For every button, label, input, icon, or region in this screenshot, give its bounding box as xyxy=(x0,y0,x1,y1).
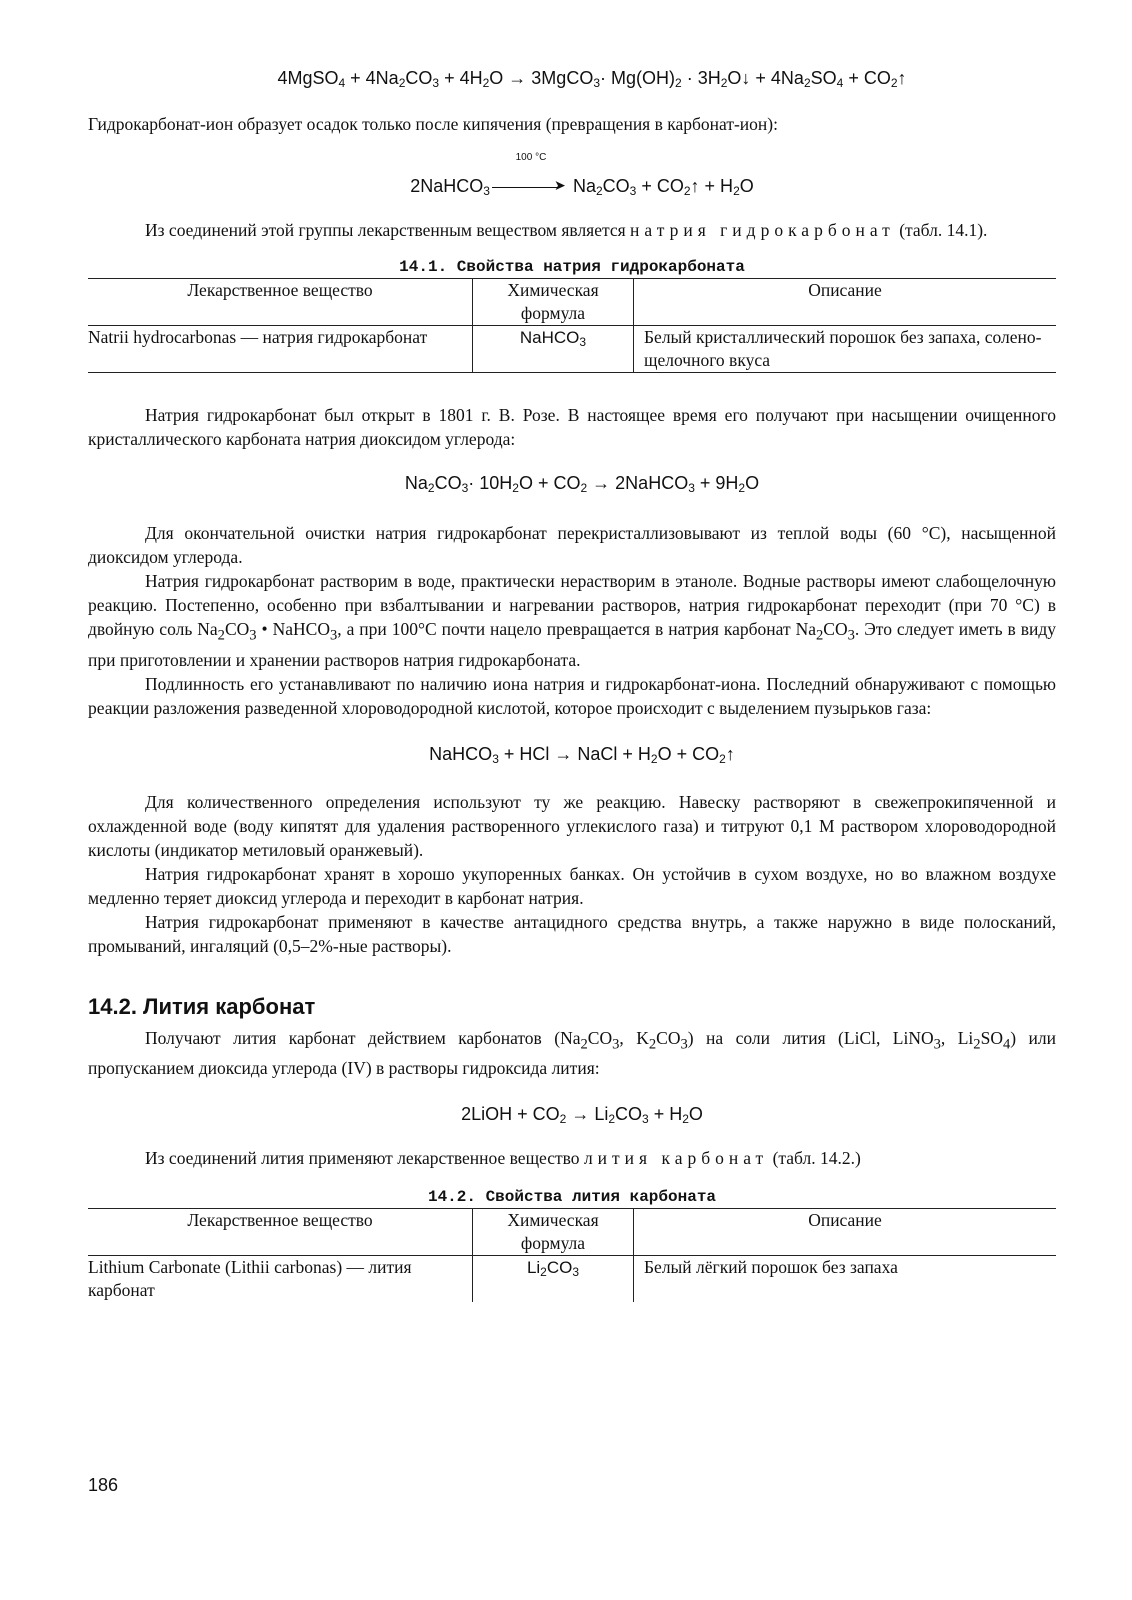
cell-substance: Lithium Carbonate (Lithii carbonas) — лития карбонат xyxy=(88,1256,473,1303)
paragraph-lithium-drug xyxy=(88,1146,1056,1170)
text-run: CO xyxy=(224,619,250,640)
table-header-row xyxy=(88,1209,1056,1256)
formula-sub: 3 xyxy=(572,1265,580,1280)
eq-part: 2LiOH + CO xyxy=(461,1104,560,1125)
arrow-head-icon: ➤ xyxy=(553,177,566,194)
eq-sub: 3 xyxy=(483,184,490,198)
text-run: Из соединений лития применяют лекарственное вещество xyxy=(145,1148,584,1169)
eq-part: O xyxy=(688,1104,703,1125)
section-heading: 14.2. Лития карбонат xyxy=(88,993,316,1019)
eq-sub: 2 xyxy=(719,751,726,766)
paragraph-bicarbonate-precipitate: Гидрокарбонат-ион образует осадок только после кипячения (превращения в карбонат-ион): xyxy=(88,114,778,134)
text-sub: 3 xyxy=(612,1036,620,1053)
text-run: Получают лития карбонат действием карбонатов (Na xyxy=(145,1027,581,1048)
table-row xyxy=(88,1256,1056,1303)
text-sub: 2 xyxy=(648,1036,657,1053)
eq-sub: 2 xyxy=(650,751,658,766)
paragraph-usage: Натрия гидрокарбонат применяют в качестве антацидного средства внутрь, а также наружно в виде полосканий, промываний, ингаляций (0,5–2%-ные растворы). xyxy=(88,911,1056,956)
reaction-condition: 100 °C xyxy=(515,152,547,164)
eq-sub: 2 xyxy=(398,76,406,90)
eq-sub: 2 xyxy=(682,1112,689,1127)
eq-part: + 4H xyxy=(439,68,483,88)
eq-part: 2NaHCO xyxy=(410,176,484,196)
formula-sub: 3 xyxy=(579,335,587,350)
text-sub: 2 xyxy=(973,1036,981,1053)
table-caption: 14.1. Свойства натрия гидрокарбоната xyxy=(399,258,745,277)
paragraph-group-drug xyxy=(88,218,1056,242)
equation-hcl-reaction xyxy=(88,744,1056,766)
eq-part: SO xyxy=(810,68,837,88)
text-run: , Li xyxy=(940,1027,974,1048)
paragraph-lithium-production xyxy=(88,1026,1056,1081)
eq-part: Na xyxy=(567,176,596,196)
eq-part: · 3H xyxy=(681,68,721,88)
paragraph-storage: Натрия гидрокарбонат хранят в хорошо укупоренных банках. Он устойчив в сухом воздухе, но во влажном воздухе медленно теряет диоксид углерода и переходит в карбонат натрия. xyxy=(88,863,1056,908)
eq-sub: 2 xyxy=(683,184,691,198)
paragraph-discovery: Натрия гидрокарбонат был открыт в 1801 г. В. Розе. В настоящее время его получают при насыщении очищенного кристаллического карбоната натрия диоксидом углерода: xyxy=(88,405,1056,450)
equation-bicarbonate-decomposition xyxy=(88,152,1056,198)
text-run: , K xyxy=(619,1027,649,1048)
eq-sub: 4 xyxy=(836,76,844,90)
equation-lithium-carbonate xyxy=(88,1104,1056,1126)
eq-part: O + CO xyxy=(657,743,720,764)
eq-sub: 2 xyxy=(427,481,435,496)
eq-sub: 2 xyxy=(675,76,682,90)
text-run: ) или пропусканием диоксида углерода (IV) в растворы гидроксида лития: xyxy=(88,1027,1057,1079)
drug-name-spaced: лития карбонат xyxy=(583,1148,769,1169)
eq-part: ↑ + H xyxy=(690,176,734,196)
eq-sub: 2 xyxy=(580,481,588,496)
header-formula: Химическая формула xyxy=(473,1209,634,1256)
text-sub: 2 xyxy=(217,627,225,644)
eq-part: → Li xyxy=(566,1104,609,1125)
paragraph-assay: Для количественного определения используют ту же реакцию. Навеску растворяют в свежепрокипяченной и охлажденной воде (воду кипятят для удаления растворенного углекислого газа) и титруют 0,1 М раствором хлороводородной кислоты (индикатор метиловый оранжевый). xyxy=(88,791,1056,860)
eq-sub: 2 xyxy=(890,76,898,90)
eq-sub: 3 xyxy=(642,1112,649,1127)
text-sub: 3 xyxy=(933,1036,941,1053)
eq-part: CO xyxy=(434,473,462,494)
cell-description: Белый лёгкий порошок без запаха xyxy=(644,1257,898,1278)
eq-sub: 2 xyxy=(595,184,603,198)
text-run: CO xyxy=(823,619,848,640)
eq-part: Na xyxy=(404,473,428,494)
text-sub: 3 xyxy=(680,1036,688,1053)
eq-part: · 10H xyxy=(468,473,513,494)
text-run: (табл. 14.2.) xyxy=(768,1148,861,1169)
reaction-arrow xyxy=(490,152,568,198)
paragraph-identity: Подлинность его устанавливают по наличию иона натрия и гидрокарбонат-иона. Последний обнаруживают с помощью реакции разложения разведенной хлороводородной кислотой, которое происходит с выделением пузырьков газа: xyxy=(88,673,1056,718)
properties-table-lithium-carbonate xyxy=(88,1208,1056,1302)
text-sub: 2 xyxy=(816,627,824,644)
header-formula: Химическая формула xyxy=(473,279,634,326)
eq-sub: 2 xyxy=(608,1112,616,1127)
eq-sub: 2 xyxy=(559,1112,567,1127)
eq-part: CO xyxy=(615,1104,643,1125)
text-run: . Это следует иметь в виду при приготовлении и хранении растворов натрия гидрокарбоната. xyxy=(88,619,1057,670)
eq-part: · Mg(OH) xyxy=(600,68,676,88)
table-row xyxy=(88,326,1056,373)
eq-sub: 2 xyxy=(733,184,740,198)
eq-part: + HCl → NaCl + H xyxy=(498,743,651,764)
eq-part: + CO xyxy=(843,68,891,88)
eq-sub: 4 xyxy=(338,76,346,90)
formula-sub: 2 xyxy=(540,1265,547,1280)
text-run: Из соединений этой группы лекарственным веществом является xyxy=(145,220,631,241)
eq-part: 4MgSO xyxy=(277,68,339,88)
eq-part: NaHCO xyxy=(429,743,493,764)
header-substance: Лекарственное вещество xyxy=(88,279,473,326)
eq-part: + H xyxy=(648,1104,683,1125)
eq-sub: 3 xyxy=(593,76,601,90)
eq-part: ↑ xyxy=(897,68,907,88)
eq-sub: 3 xyxy=(432,76,440,90)
paragraph-solubility xyxy=(88,569,1056,672)
text-run: • NaHCO xyxy=(256,619,330,640)
equation-magnesium-carbonate xyxy=(88,68,1056,90)
eq-part: O xyxy=(739,176,754,196)
text-sub: 2 xyxy=(580,1036,588,1053)
header-substance: Лекарственное вещество xyxy=(88,1209,473,1256)
eq-part: → 2NaHCO xyxy=(587,473,689,494)
page-content xyxy=(88,60,1056,1302)
arrow-line xyxy=(492,187,560,188)
eq-sub: 2 xyxy=(803,76,811,90)
eq-part: O + CO xyxy=(518,473,581,494)
cell-formula xyxy=(473,1256,634,1303)
text-sub: 3 xyxy=(329,627,338,644)
eq-sub: 3 xyxy=(461,481,469,496)
eq-sub: 3 xyxy=(688,481,695,496)
header-description: Описание xyxy=(808,1210,882,1231)
text-run: , а при 100°С почти нацело превращается в натрия карбонат Na xyxy=(337,619,816,640)
paragraph-purification: Для окончательной очистки натрия гидрокарбонат перекристаллизовывают из теплой воды (60 °С), насыщенной диоксидом углерода. xyxy=(88,523,1056,568)
eq-part: CO xyxy=(405,68,433,88)
text-run: ) на соли лития (LiCl, LiNO xyxy=(687,1027,934,1048)
page-number: 186 xyxy=(88,1475,119,1495)
equation-saturation xyxy=(88,473,1056,495)
eq-sub: 2 xyxy=(512,481,519,496)
text-sub: 3 xyxy=(847,627,855,644)
eq-sub: 3 xyxy=(492,751,499,766)
eq-sub: 3 xyxy=(629,184,637,198)
eq-part: + CO xyxy=(636,176,684,196)
eq-part: O xyxy=(745,473,760,494)
eq-part: + 9H xyxy=(694,473,739,494)
text-run: Натрия гидрокарбонат растворим в воде, практически нерастворим в этаноле. Водные растворы имеют слабощелочную реакцию. Постепенно, особенно при взбалтывании и нагревании растворов, натрия гидрокарбонат переходит (при 70 °С) в двойную соль Na xyxy=(88,571,1056,640)
text-sub: 3 xyxy=(249,627,257,644)
drug-name-spaced: натрия гидрокарбонат xyxy=(630,220,895,241)
eq-part: O → 3MgCO xyxy=(489,68,594,88)
formula-part: NaHCO xyxy=(519,328,580,348)
text-run: SO xyxy=(980,1027,1003,1048)
table-header-row xyxy=(88,279,1056,326)
table-caption: 14.2. Свойства лития карбоната xyxy=(427,1188,717,1207)
cell-description: Белый кристаллический порошок без запаха, солено-щелочного вкуса xyxy=(644,327,1042,371)
eq-sub: 2 xyxy=(738,481,746,496)
cell-substance: Natrii hydrocarbonas — натрия гидрокарбонат xyxy=(88,326,473,373)
properties-table-sodium-bicarbonate xyxy=(88,278,1056,373)
eq-sub: 2 xyxy=(720,76,728,90)
text-run: (табл. 14.1). xyxy=(894,220,988,241)
eq-part: ↑ xyxy=(725,743,735,764)
formula-part: CO xyxy=(546,1258,573,1278)
eq-part: CO xyxy=(602,176,630,196)
text-sub: 4 xyxy=(1002,1036,1011,1053)
formula-part: Li xyxy=(526,1258,541,1278)
eq-part: O↓ + 4Na xyxy=(727,68,804,88)
eq-part: + 4Na xyxy=(345,68,399,88)
text-run: CO xyxy=(587,1027,613,1048)
text-run: CO xyxy=(656,1027,681,1048)
header-description: Описание xyxy=(808,280,882,301)
eq-sub: 2 xyxy=(482,76,490,90)
cell-formula xyxy=(473,326,634,373)
